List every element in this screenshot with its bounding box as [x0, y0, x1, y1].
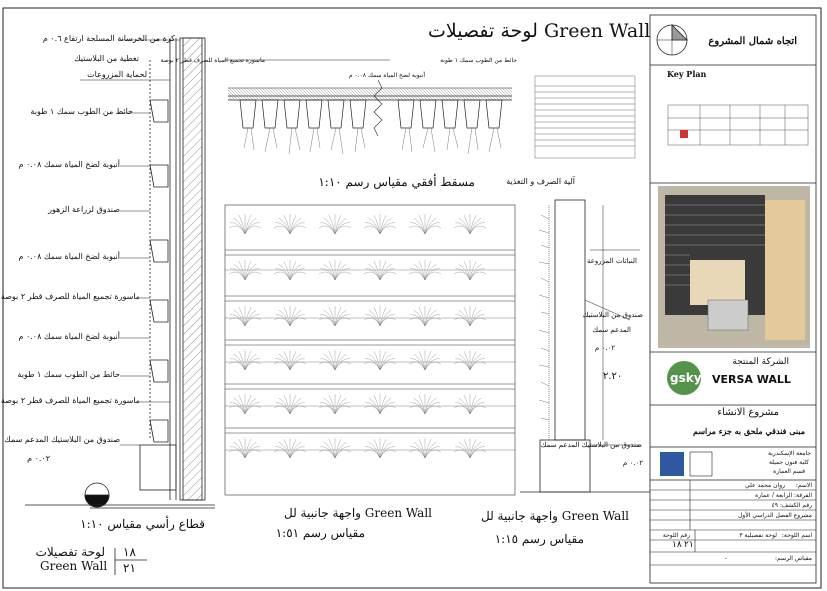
course-info: مشروع الفصل الدراسي الأول [738, 512, 812, 519]
plant-sketch [229, 306, 261, 326]
label-plastic-box-dim: ٠.٠٢ م [27, 454, 50, 463]
label-plastic-cover: تغطية من البلاستيك [74, 54, 139, 63]
plant-sketch [364, 214, 396, 234]
plan-label-tube: أنبوبة لضخ المياة سمك ٠.٠٨ م [348, 72, 425, 79]
elevation-caption-line2: مقياس رسم ١:٥١ [275, 526, 365, 540]
label-plastic-box: صندوق من البلاستيك المدعم سمك [4, 435, 120, 444]
plant-sketch [409, 438, 441, 458]
label-pump-tube-2: أنبوبة لضخ المياة سمك ٠.٠٨ م [18, 252, 120, 261]
drainage-caption2: مقياس رسم ١:١٥ [494, 532, 584, 546]
project-name: مبنى فندقي ملحق به جزء مراسم [693, 426, 805, 436]
drainage-box1b-label: المدعم سمك [592, 326, 631, 334]
plant-sketch [274, 394, 306, 414]
sheet-ref-num: ١٨ [123, 545, 136, 559]
student-label: الاسم: [795, 482, 812, 489]
plant-sketch [274, 214, 306, 234]
label-drain-pipe-2: ماسورة تجميع المياة للصرف قطر ٢ بوصة [0, 396, 140, 405]
plant-sketch [319, 214, 351, 234]
sheet-name-label: اسم اللوحة: [781, 532, 812, 539]
drainage-box2-label: صندوق من البلاستيك المدعم سمك [540, 441, 642, 449]
plan-label-pipe: ماسورة تجميع المياة للصرف قطر ٢ بوصة [160, 57, 265, 64]
scale-label: مقياس الرسم: [775, 555, 812, 562]
plant-sketch [229, 350, 261, 370]
label-pump-tube-3: أنبوبة لضخ المياة سمك ٠.٠٨ م [18, 332, 120, 341]
plant-sketch [409, 394, 441, 414]
label-flower-box: صندوق لزراعة الزهور [48, 205, 120, 214]
elevation-plants [229, 214, 486, 458]
label-brick-wall-1: حائط من الطوب سمك ١ طوبة [30, 107, 133, 116]
sheet-name: لوحة تفصيلية ٣ [739, 532, 777, 539]
plant-sketch [364, 394, 396, 414]
label-concrete-beam: كرة من الخرسانة المسلحة ارتفاع ٠.٦ م [42, 34, 175, 43]
sheet-title: لوحة تفصيلات Green Wall [428, 20, 651, 42]
drainage-dim2: ٠.٠٢ م [622, 459, 643, 467]
elevation-caption-line1: واجهة جانبية لل Green Wall [284, 506, 432, 520]
plant-sketch [319, 438, 351, 458]
plant-sketch [409, 350, 441, 370]
label-pump-tube-1: أنبوبة لضخ المياة سمك ٠.٠٨ م [18, 160, 120, 169]
brand-name: VERSA WALL [712, 373, 791, 386]
plant-sketch [319, 394, 351, 414]
plant-sketch [454, 438, 486, 458]
plan-thumbnail [535, 76, 635, 158]
plant-sketch [364, 306, 396, 326]
seat-info: رقم الكشف: ٤٩ [771, 502, 812, 509]
plant-sketch [364, 350, 396, 370]
label-plants-protection: لحماية المزروعات [87, 70, 147, 79]
uni-line-2: كلية فنون جميلة [768, 459, 809, 466]
drainage-title: آلية الصرف و التغذية [506, 177, 575, 186]
drainage-dim1: ٠.٠٢ م [594, 344, 615, 352]
year-info: الفرقة: الرابعة / عمارة [755, 492, 812, 499]
plant-sketch [274, 306, 306, 326]
key-plan-label: Key Plan [667, 69, 707, 79]
sheet-ref-title-en: Green Wall [40, 559, 108, 573]
plant-sketch [274, 438, 306, 458]
sheet-no-value: ١٨ [672, 540, 682, 550]
uni-line-3: قسم العمارة [773, 468, 805, 475]
plant-sketch [364, 438, 396, 458]
scale-value: - [725, 555, 728, 562]
sheet-no-total: ٢١ [684, 540, 694, 550]
plant-sketch [454, 214, 486, 234]
label-brick-wall-2: حائط من الطوب سمك ١ طوبة [17, 370, 120, 379]
plant-sketch [229, 214, 261, 234]
plant-sketch [274, 350, 306, 370]
plant-sketch [454, 306, 486, 326]
brand-logo-mark: gsky [670, 371, 702, 385]
drainage-box1-label: صندوق من البلاستيك [582, 311, 643, 319]
drainage-caption1: واجهة جانبية لل Green Wall [481, 509, 629, 523]
plant-sketch [319, 306, 351, 326]
plant-sketch [409, 214, 441, 234]
section-caption: قطاع رأسي مقياس ١:١٠ [80, 517, 205, 531]
project-label: مشروع الانشاء [717, 407, 779, 418]
sheet-ref-title-ar: لوحة تفصيلات [35, 545, 105, 559]
uni-line-1: جامعة الإسكندرية [768, 450, 811, 457]
plant-sketch [229, 394, 261, 414]
sheet-no-label: رقم اللوحة [662, 532, 690, 539]
north-label: اتجاه شمال المشروع [708, 36, 797, 47]
drainage-height: ٢.٢٠ [603, 371, 623, 382]
plant-sketch [454, 394, 486, 414]
student-name: روان محمد علي [745, 482, 785, 489]
plant-sketch [229, 438, 261, 458]
drainage-plants-label: النباتات المزروعة [586, 257, 637, 265]
label-drain-pipe-1: ماسورة تجميع المياة للصرف قطر ٢ بوصة [0, 292, 140, 301]
company-label: الشركة المنتجة [732, 357, 789, 367]
plant-sketch [409, 306, 441, 326]
sheet-ref-den: ٢١ [123, 561, 136, 575]
plant-sketch [454, 350, 486, 370]
plan-label-wall: حائط من الطوب سمك ١ طوبة [440, 57, 517, 64]
plant-sketch [319, 350, 351, 370]
plan-caption: مسقط أفقي مقياس رسم ١:١٠ [318, 175, 475, 189]
